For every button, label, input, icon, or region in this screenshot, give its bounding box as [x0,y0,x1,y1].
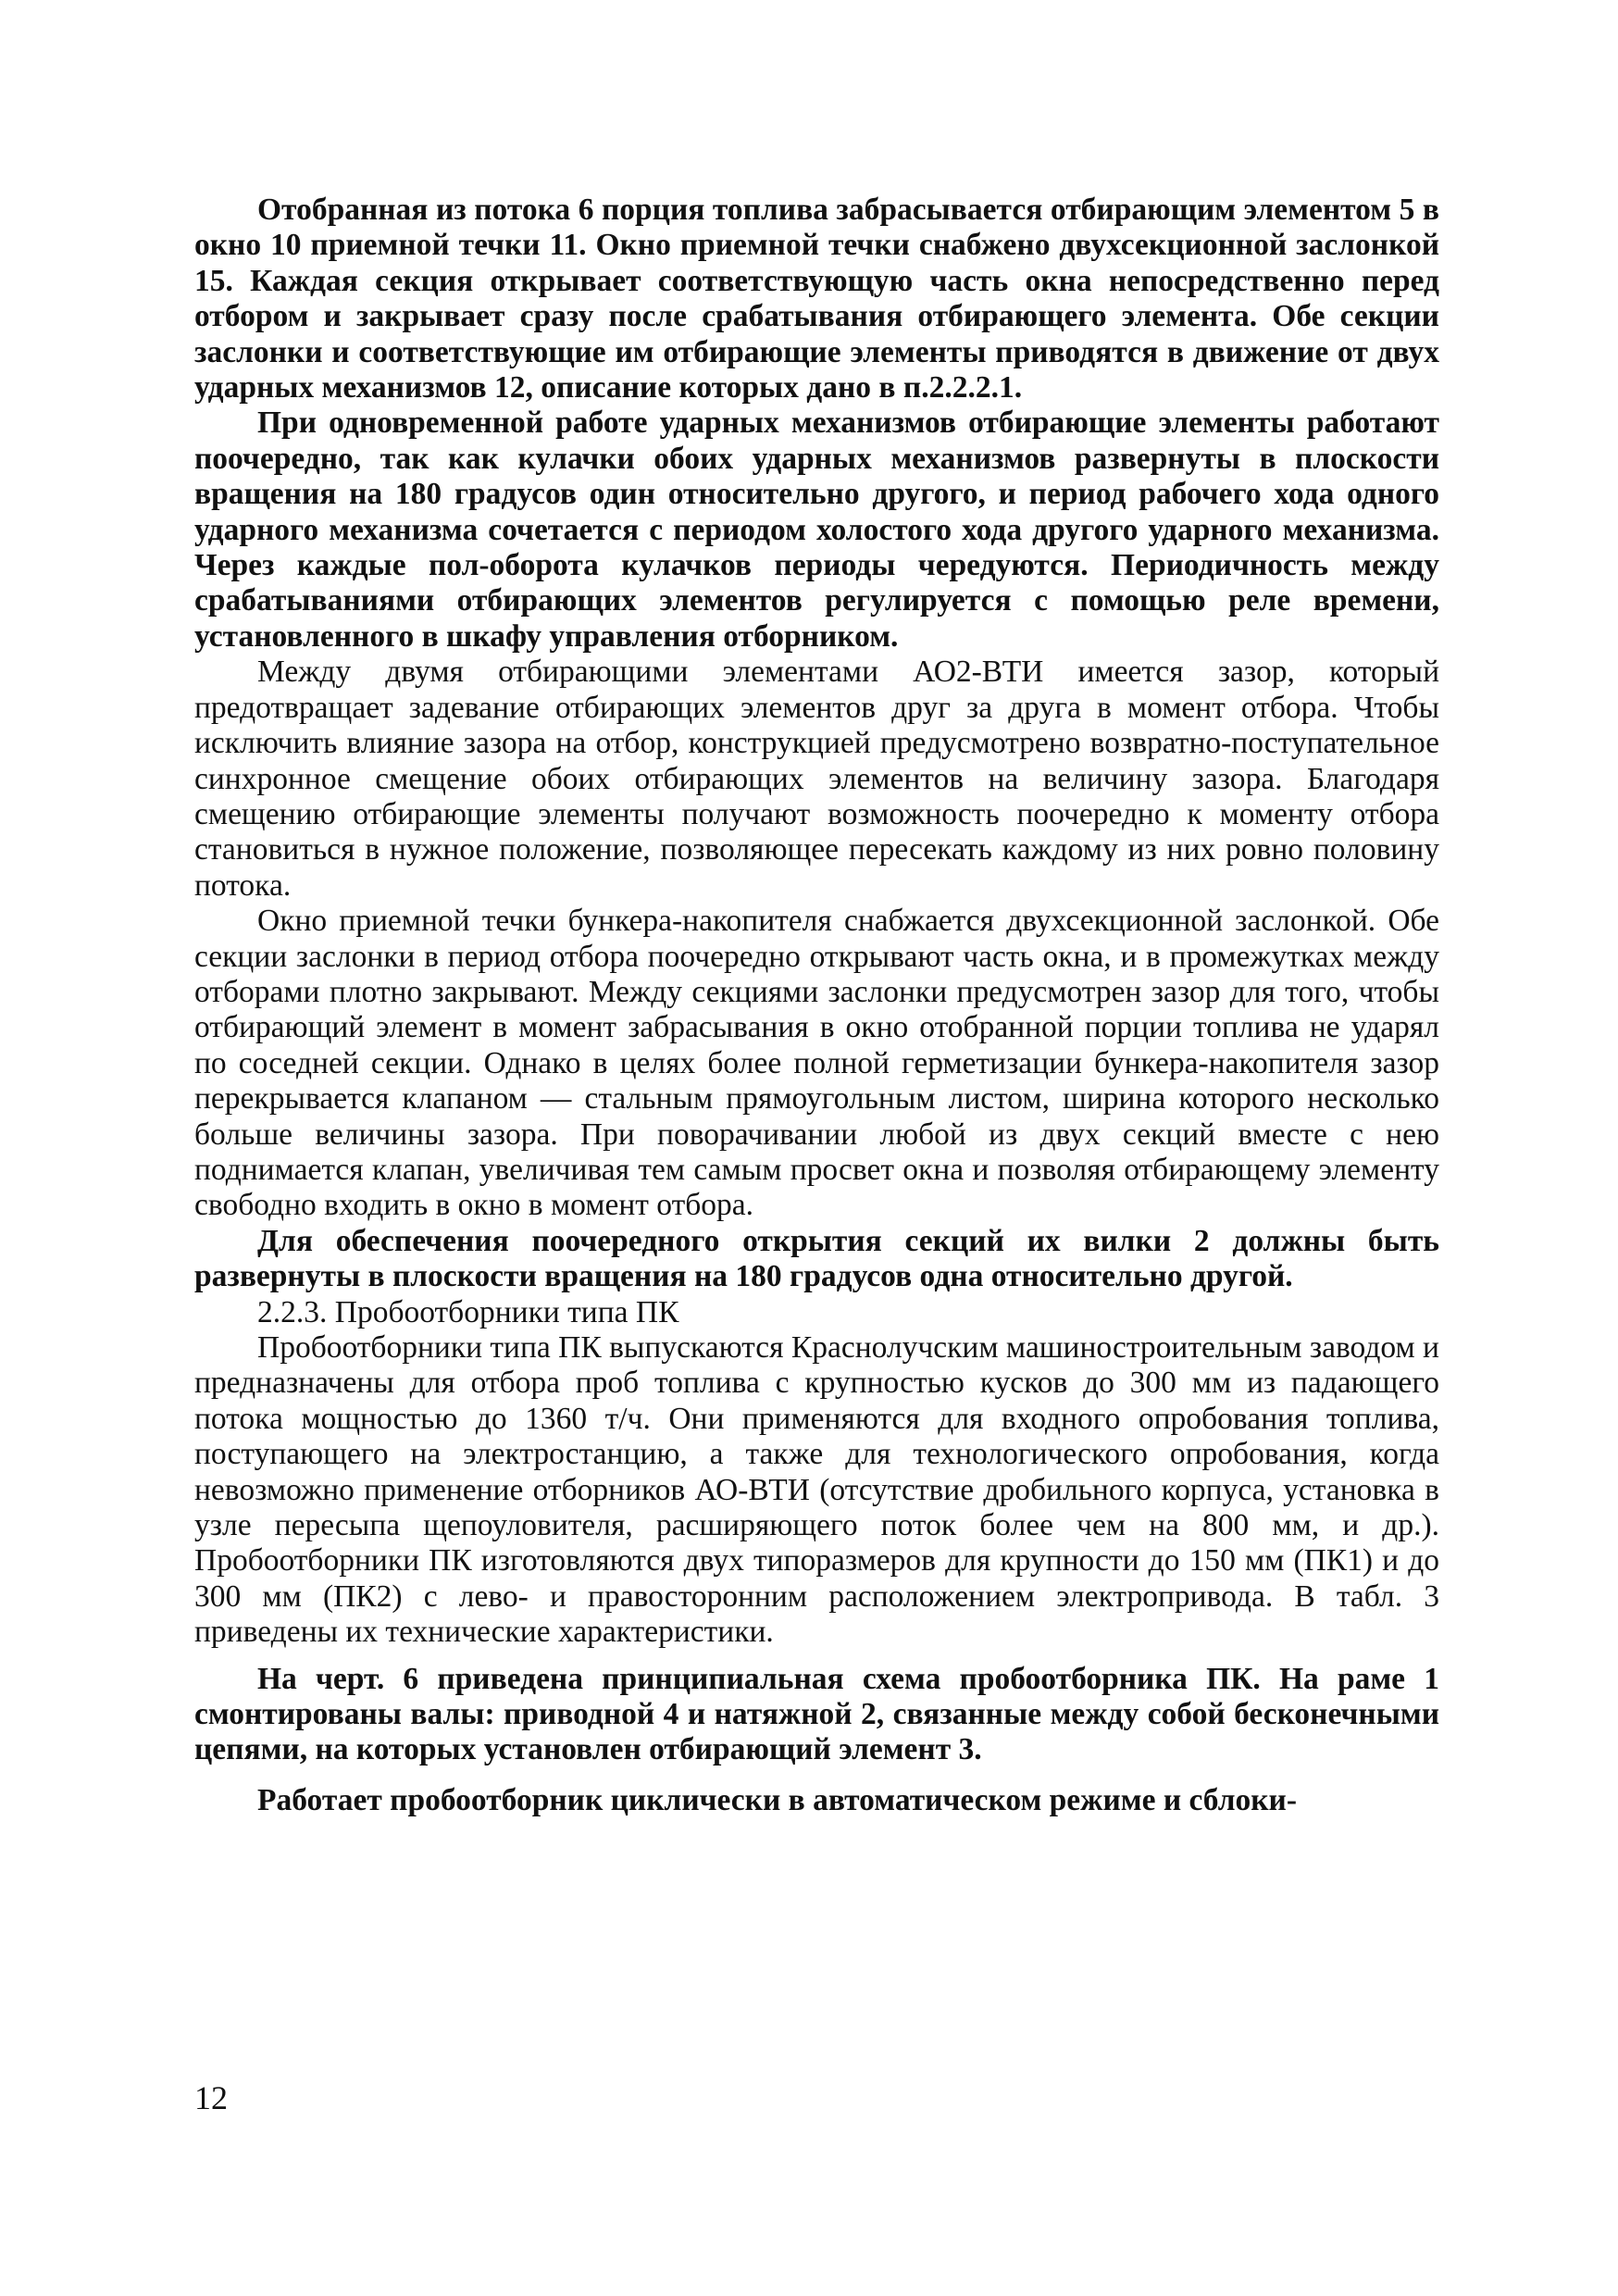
paragraph-cyclic-operation: Работает пробоотборник циклически в автоматическом режиме и сблоки- [257,1782,1298,1817]
paragraph-sampling-window: Отобранная из потока 6 порция топлива забрасывается отбирающим элементом 5 в окно 10 приемной течки 11. Окно приемной течки снабжено двухсекционной заслонкой 15. Каждая секция открывает соответствующую часть окна непосредственно перед отбором и закрывает сразу после срабатывания отбирающего элемента. Обе секции заслонки и соответствующие им отбирающие элементы приводятся в движение от двух ударных механизмов 12, описание которых дано в п.2.2.2.1. [194,193,1439,406]
page-number: 12 [194,2079,228,2116]
paragraph-pk-scheme: На черт. 6 приведена принципиальная схема пробоотборника ПК. На раме 1 смонтированы валы: приводной 4 и натяжной 2, связанные между собой бесконечными цепями, на которых установлен отбирающий элемент 3. [194,1661,1439,1767]
paragraph-hopper-flap: Окно приемной течки бункера-накопителя снабжается двухсекционной заслонкой. Обе секции заслонки в период отбора поочередно открывают часть окна, и в промежутках между отборами плотно закрывают. Между секциями заслонки предусмотрен зазор для того, чтобы отбирающий элемент в момент забрасывания в окно отобранной порции топлива не ударял по соседней секции. Однако в целях более полной герметизации бункера-накопителя зазор перекрывается клапаном — стальным прямоугольным листом, ширина которого несколько больше величины зазора. При поворачивании любой из двух секций вместе с нею поднимается клапан, увеличивая тем самым просвет окна и позволяя отбирающему элементу свободно входить в окно в момент отбора. [194,904,1439,1223]
paragraph-gap-compensation: Между двумя отбирающими элементами АО2-ВТИ имеется зазор, который предотвращает задевание отбирающих элементов друг за друга в момент отбора. Чтобы исключить влияние зазора на отбор, конструкцией предусмотрено возвратно-поступательное синхронное смещение обоих отбирающих элементов на величину зазора. Благодаря смещению отбирающие элементы получают возможность поочередно к моменту отбора становиться в нужное положение, позволяющее пересекать каждому из них ровно половину потока. [194,655,1439,903]
paragraph-fork-rotation: Для обеспечения поочередного открытия секций их вилки 2 должны быть развернуты в плоскости вращения на 180 градусов одна относительно другой. [194,1223,1439,1294]
body-text [194,193,1439,1818]
section-heading: 2.2.3. Пробоотборники типа ПК [257,1294,679,1329]
paragraph-impact-mechanisms: При одновременной работе ударных механизмов отбирающие элементы работают поочередно, так как кулачки обоих ударных механизмов развернуты в плоскости вращения на 180 градусов один относительно другого, и период рабочего хода одного ударного механизма сочетается с периодом холостого хода другого ударного механизма. Через каждые пол-оборота кулачков периоды чередуются. Периодичность между срабатываниями отбирающих элементов регулируется с помощью реле времени, установленного в шкафу управления отборником. [194,406,1439,654]
paragraph-pk-samplers: Пробоотборники типа ПК выпускаются Краснолучским машиностроительным заводом и предназначены для отбора проб топлива с крупностью кусков до 300 мм из падающего потока мощностью до 1360 т/ч. Они применяются для входного опробования топлива, поступающего на электростанцию, а также для технологического опробования, когда невозможно применение отборников АО-ВТИ (отсутствие дробильного корпуса, установка в узле пересыпа щепоуловителя, расширяющего поток более чем на 800 мм, и др.). Пробоотборники ПК изготовляются двух типоразмеров для крупности до 150 мм (ПК1) и до 300 мм (ПК2) с лево- и правосторонним расположением электропривода. В табл. 3 приведены их технические характеристики. [194,1330,1439,1650]
